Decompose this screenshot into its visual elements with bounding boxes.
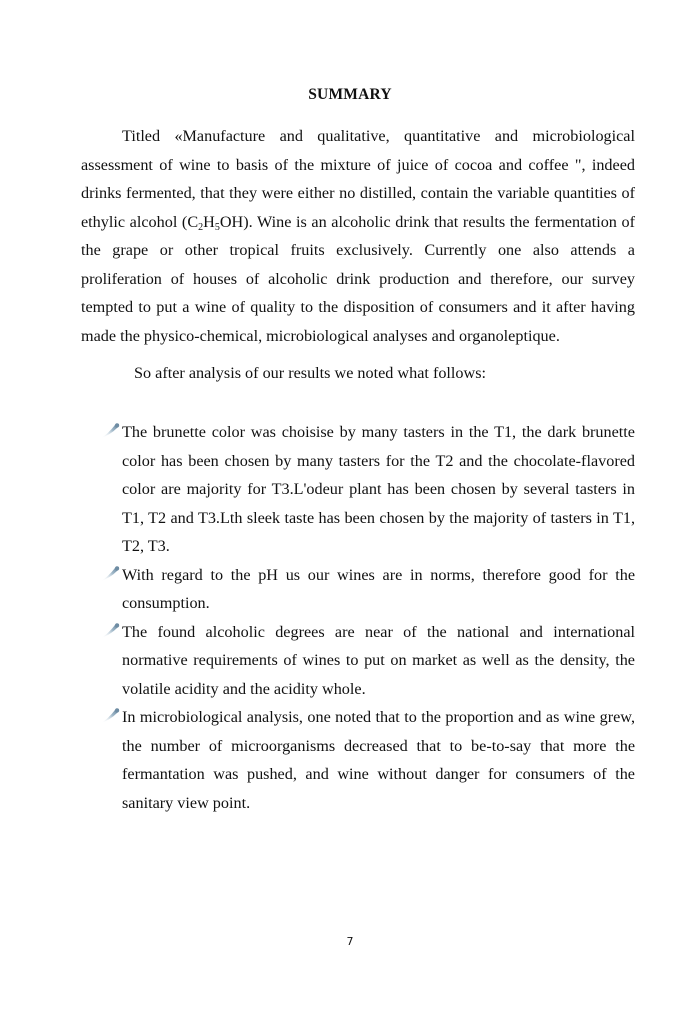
abstract-text-part-3: OH). Wine is an alcoholic drink that results the fermentation of the grape or other tropical fruits exclusively. Currently one also attends a proliferation of houses of alcoholic drink production and therefore, our survey tempted to put a wine of quality to the disposition of consumers and it after having made the physico-chemical, microbiological analyses and organoleptique. [81, 212, 635, 345]
comet-bullet-icon [100, 565, 120, 583]
abstract-paragraph [81, 122, 635, 350]
comet-bullet-icon [100, 622, 120, 640]
results-bullet-list [100, 418, 635, 817]
bullet-item-microbiology [100, 703, 635, 817]
bullet-text: With regard to the pH us our wines are in norms, therefore good for the consumption. [122, 565, 635, 612]
abstract-text-part-2: H [203, 212, 215, 231]
page-number: 7 [346, 935, 354, 948]
bullet-text: The found alcoholic degrees are near of the national and international normative requirements of wines to put on market as well as the density, the volatile acidity and the acidity whole. [122, 622, 635, 698]
page-title: SUMMARY [308, 86, 392, 103]
bullet-text: In microbiological analysis, one noted that to the proportion and as wine grew, the number of microorganisms decreased that to be-to-say that more the fermantation was pushed, and wine without danger for consumers of the sanitary view point. [122, 708, 635, 812]
comet-bullet-icon [100, 707, 120, 725]
subscript-carbon-count: 2 [198, 221, 204, 233]
comet-bullet-icon [100, 422, 120, 440]
results-intro: So after analysis of our results we noted what follows: [134, 364, 487, 382]
subscript-hydrogen-count: 5 [214, 221, 220, 233]
abstract-text-part-1: Titled «Manufacture and qualitative, quantitative and microbiological assessment of wine to basis of the mixture of juice of cocoa and coffee ", indeed drinks fermented, that they were either no distilled, contain the variable quantities of ethylic alcohol (C [81, 127, 635, 231]
bullet-text: The brunette color was choisise by many tasters in the T1, the dark brunette color has been chosen by many tasters for the T2 and the chocolate-flavored color are majority for T3.L'odeur plant has been chosen by several tasters in T1, T2 and T3.Lth sleek taste has been chosen by the majority of tasters in T1, T2, T3. [122, 423, 635, 555]
bullet-item-alcohol [100, 618, 635, 704]
bullet-item-colour [100, 418, 635, 561]
bullet-item-ph [100, 561, 635, 618]
